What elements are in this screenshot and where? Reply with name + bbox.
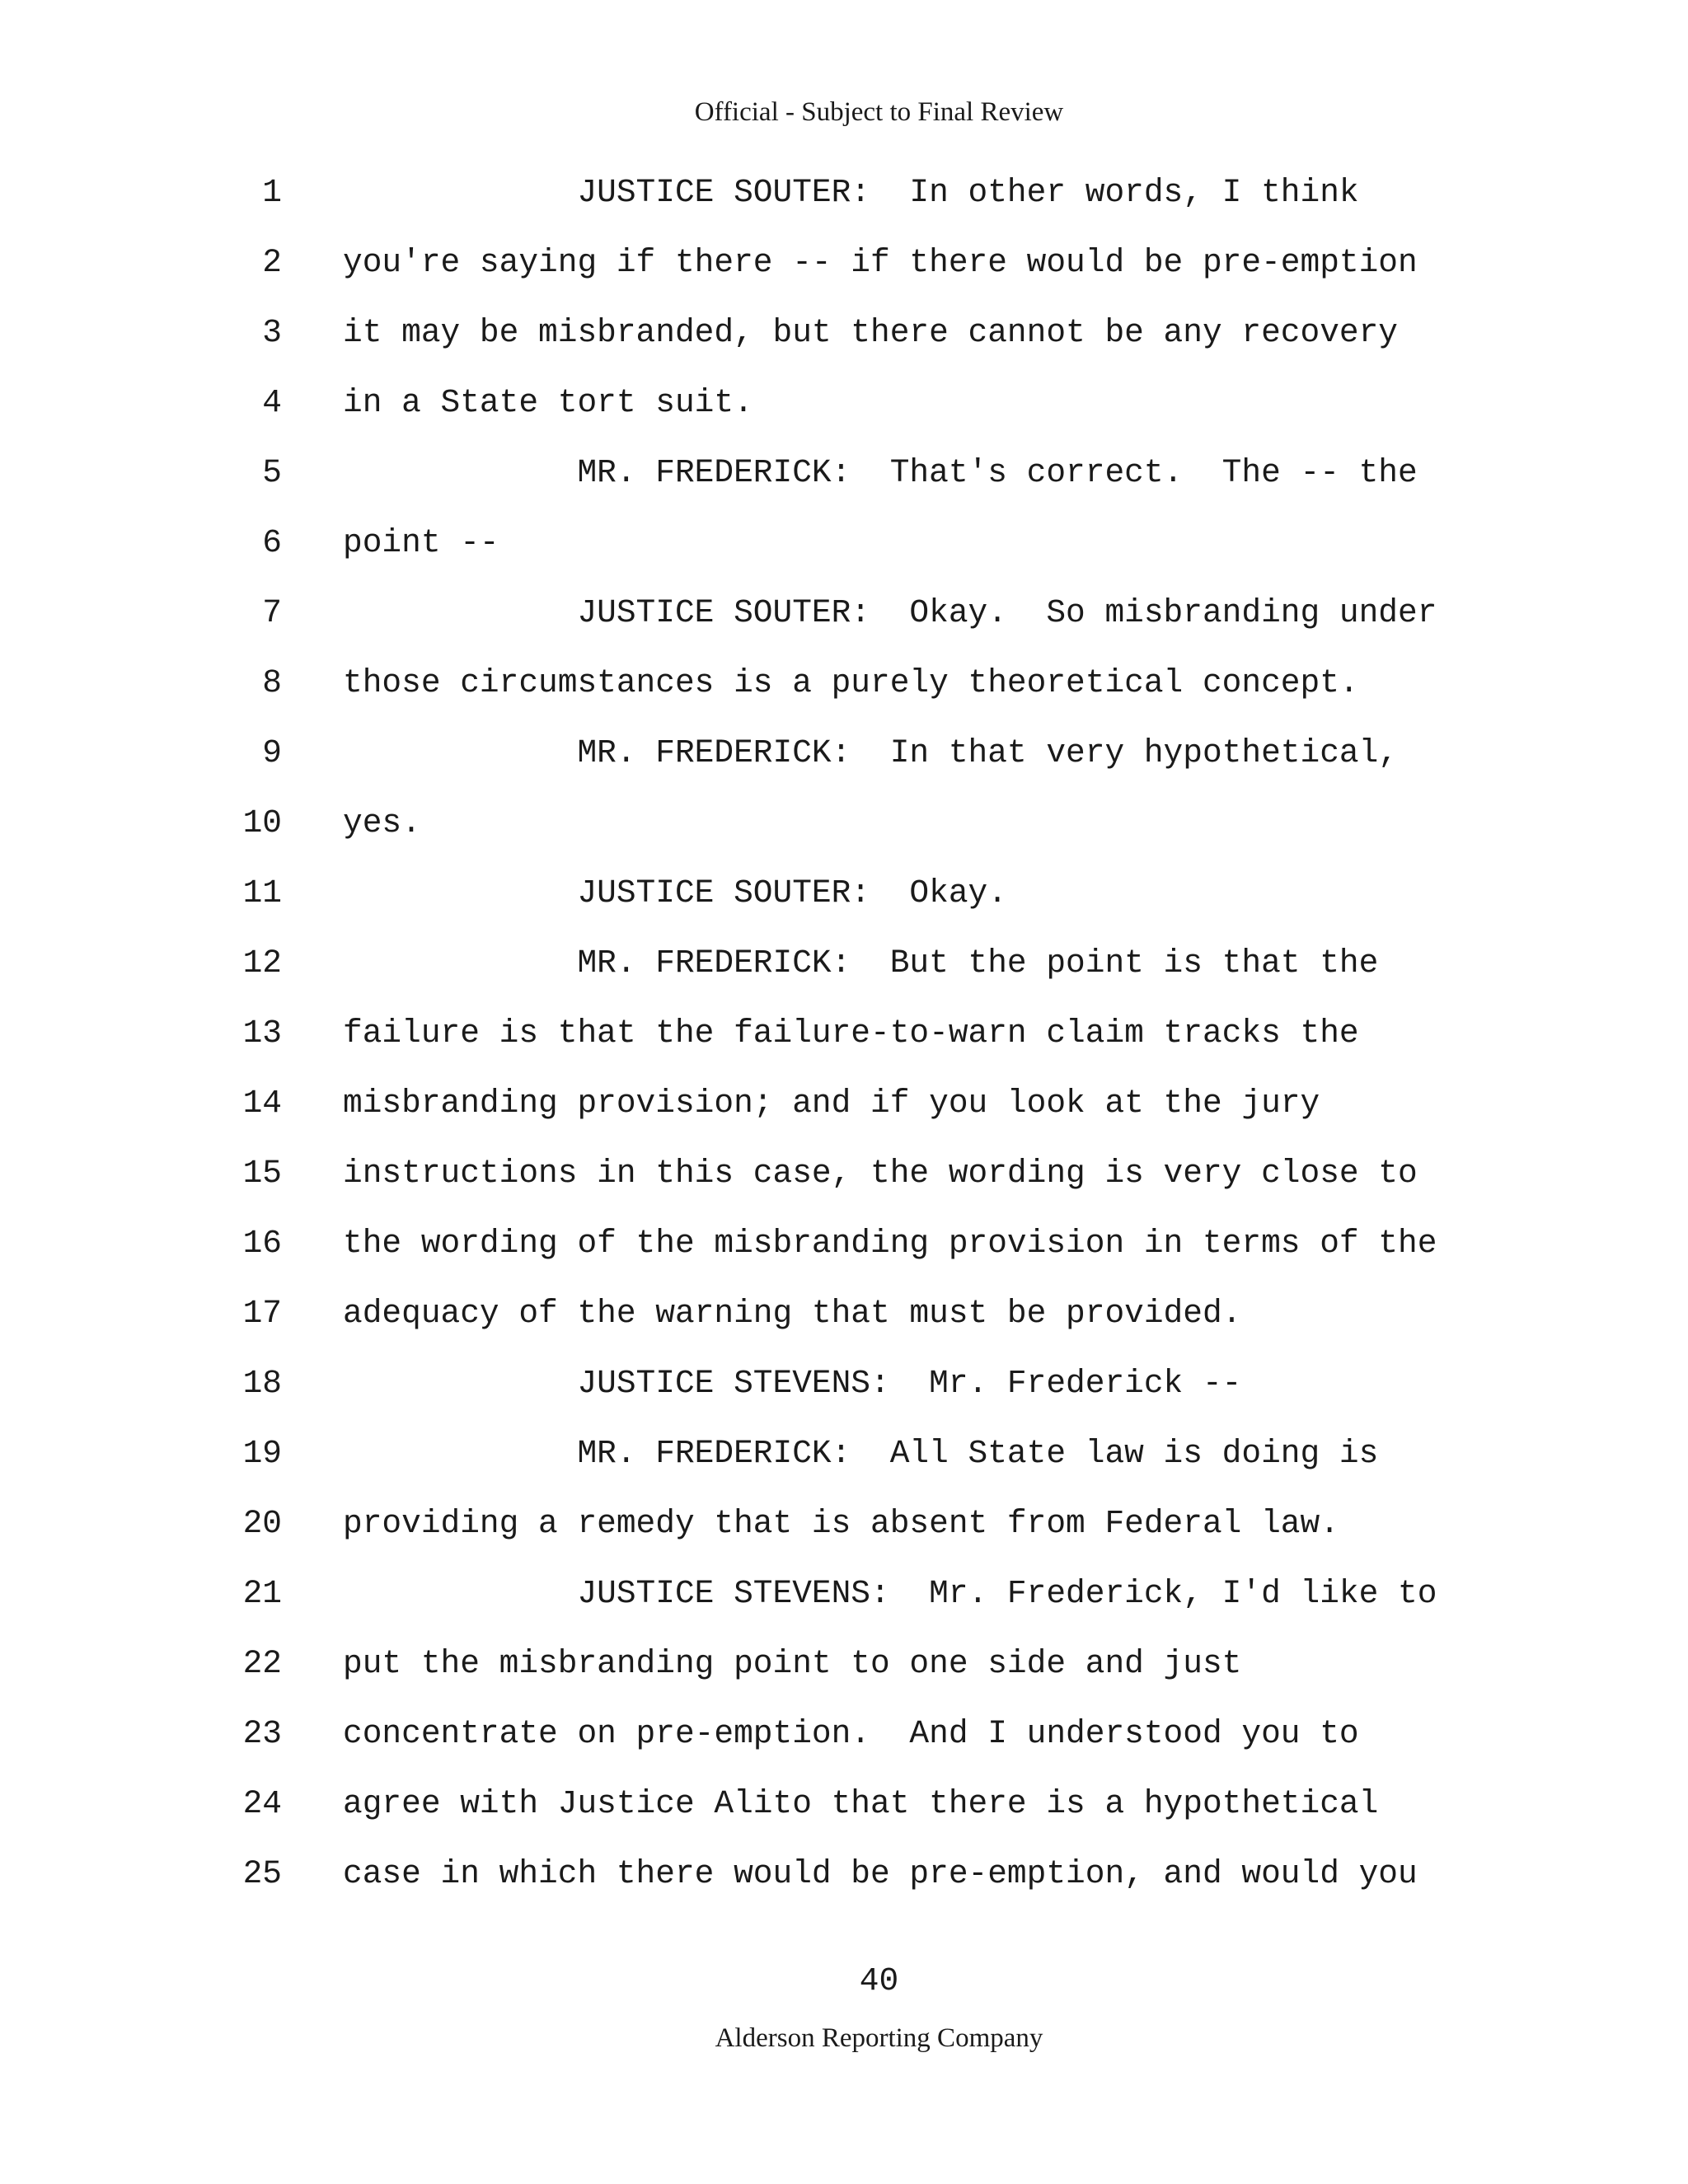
transcript-line [0, 172, 1688, 242]
transcript-line [0, 1713, 1688, 1783]
transcript-body [0, 172, 1688, 1924]
line-text: JUSTICE STEVENS: Mr. Frederick -- [343, 1365, 1242, 1402]
transcript-line [0, 733, 1688, 803]
transcript-line [0, 803, 1688, 873]
line-text: failure is that the failure-to-warn claim tracks the [343, 1015, 1359, 1052]
line-text: providing a remedy that is absent from Federal law. [343, 1505, 1339, 1542]
line-text: JUSTICE SOUTER: In other words, I think [343, 174, 1359, 211]
line-number: 1 [262, 174, 282, 211]
line-number: 20 [242, 1505, 282, 1542]
line-text: JUSTICE STEVENS: Mr. Frederick, I'd like to [343, 1575, 1437, 1612]
line-number: 21 [242, 1575, 282, 1612]
line-number: 15 [242, 1155, 282, 1192]
transcript-line [0, 943, 1688, 1013]
line-text: MR. FREDERICK: That's correct. The -- the [343, 454, 1418, 491]
line-number: 25 [242, 1855, 282, 1892]
page-number: 40 [859, 1962, 899, 1999]
transcript-line [0, 452, 1688, 523]
transcript-line [0, 1293, 1688, 1363]
line-number: 23 [242, 1715, 282, 1752]
transcript-line [0, 873, 1688, 943]
line-number: 16 [242, 1225, 282, 1262]
transcript-line [0, 242, 1688, 312]
line-text: yes. [343, 804, 421, 841]
transcript-line [0, 1013, 1688, 1083]
line-number: 10 [242, 804, 282, 841]
line-number: 5 [262, 454, 282, 491]
transcript-line [0, 593, 1688, 663]
transcript-line [0, 312, 1688, 382]
line-text: in a State tort suit. [343, 384, 753, 421]
line-text: MR. FREDERICK: All State law is doing is [343, 1435, 1379, 1472]
transcript-line [0, 1503, 1688, 1573]
line-number: 18 [242, 1365, 282, 1402]
line-text: it may be misbranded, but there cannot be any recovery [343, 314, 1399, 351]
line-number: 12 [242, 944, 282, 982]
transcript-line [0, 1153, 1688, 1223]
transcript-line [0, 1083, 1688, 1153]
line-number: 22 [242, 1645, 282, 1682]
line-number: 9 [262, 734, 282, 771]
line-number: 24 [242, 1785, 282, 1822]
page-header-title: Official - Subject to Final Review [694, 97, 1064, 127]
transcript-line [0, 1573, 1688, 1643]
transcript-line [0, 382, 1688, 452]
footer-company: Alderson Reporting Company [715, 2023, 1043, 2053]
line-text: concentrate on pre-emption. And I understood you to [343, 1715, 1359, 1752]
transcript-line [0, 1643, 1688, 1713]
transcript-line [0, 1854, 1688, 1924]
line-number: 11 [242, 874, 282, 912]
line-number: 13 [242, 1015, 282, 1052]
transcript-line [0, 1433, 1688, 1503]
line-text: case in which there would be pre-emption, and would you [343, 1855, 1418, 1892]
line-text: the wording of the misbranding provision in terms of the [343, 1225, 1437, 1262]
line-text: JUSTICE SOUTER: Okay. So misbranding under [343, 594, 1437, 631]
line-number: 8 [262, 664, 282, 701]
line-text: put the misbranding point to one side and just [343, 1645, 1242, 1682]
line-number: 19 [242, 1435, 282, 1472]
line-text: you're saying if there -- if there would be pre-emption [343, 244, 1418, 281]
line-number: 6 [262, 524, 282, 561]
line-text: MR. FREDERICK: In that very hypothetical, [343, 734, 1399, 771]
line-number: 2 [262, 244, 282, 281]
transcript-line [0, 1223, 1688, 1293]
line-text: adequacy of the warning that must be provided. [343, 1295, 1242, 1332]
line-text: MR. FREDERICK: But the point is that the [343, 944, 1379, 982]
transcript-line [0, 663, 1688, 733]
transcript-line [0, 1363, 1688, 1433]
transcript-line [0, 1783, 1688, 1854]
line-text: JUSTICE SOUTER: Okay. [343, 874, 1007, 912]
line-number: 14 [242, 1085, 282, 1122]
line-text: misbranding provision; and if you look at the jury [343, 1085, 1320, 1122]
line-text: those circumstances is a purely theoretical concept. [343, 664, 1359, 701]
line-number: 17 [242, 1295, 282, 1332]
line-number: 7 [262, 594, 282, 631]
transcript-line [0, 523, 1688, 593]
line-number: 4 [262, 384, 282, 421]
line-text: instructions in this case, the wording is very close to [343, 1155, 1418, 1192]
line-text: point -- [343, 524, 499, 561]
line-number: 3 [262, 314, 282, 351]
line-text: agree with Justice Alito that there is a hypothetical [343, 1785, 1379, 1822]
